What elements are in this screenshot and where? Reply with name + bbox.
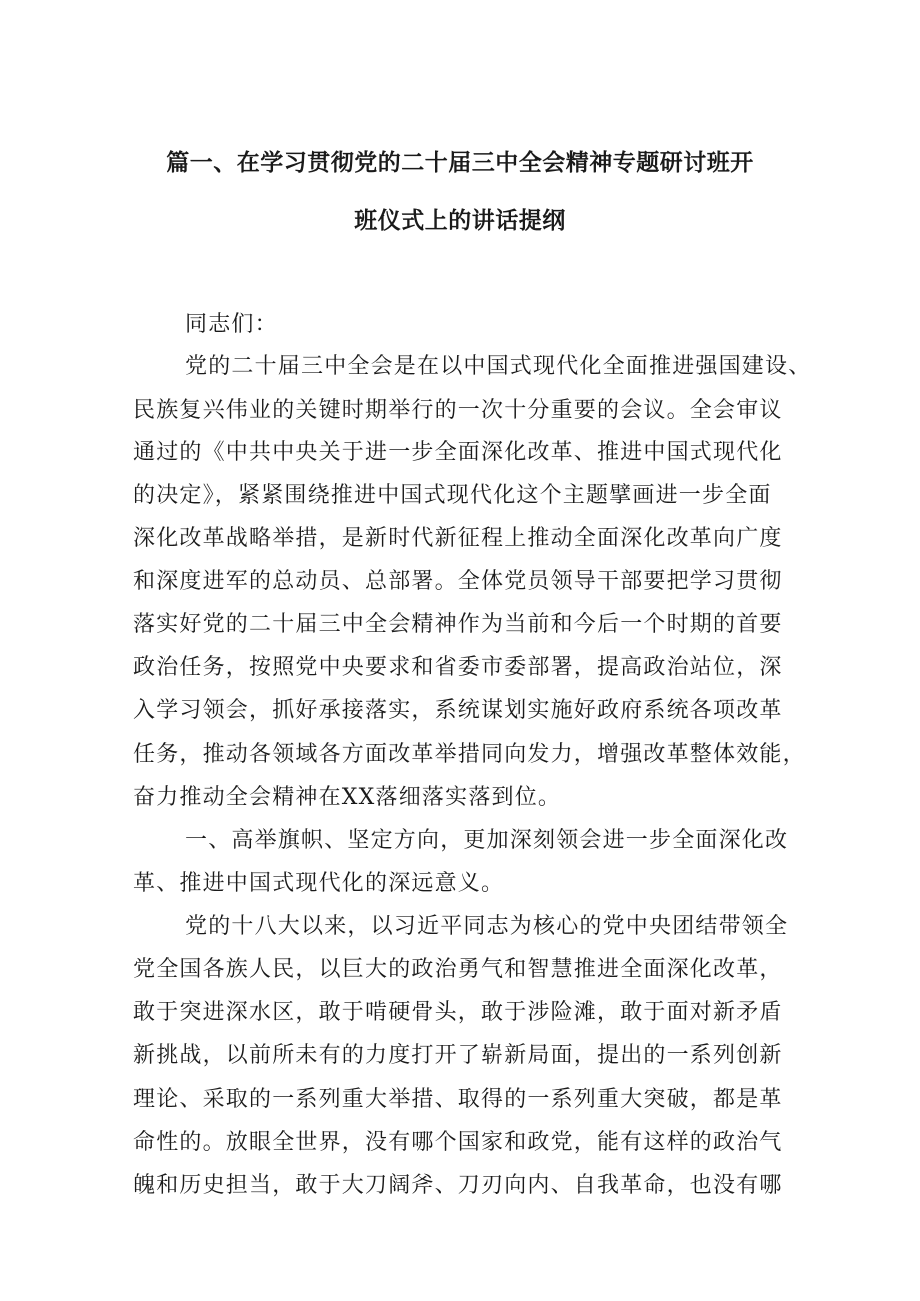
paragraph-line: 和深度进军的总动员、总部署。全体党员领导干部要把学习贯彻 — [133, 569, 783, 594]
document-title-line-2: 班仪式上的讲话提纲 — [354, 208, 566, 234]
paragraph-line: 落实好党的二十届三中全会精神作为当前和今后一个时期的首要 — [133, 612, 783, 637]
paragraph-line: 深化改革战略举措，是新时代新征程上推动全面深化改革向广度 — [133, 526, 783, 551]
paragraph-line: 党全国各族人民，以巨大的政治勇气和智慧推进全面深化改革， — [133, 957, 783, 982]
paragraph-line: 任务，推动各领域各方面改革举措同向发力，增强改革整体效能， — [133, 742, 806, 767]
salutation: 同志们： — [185, 312, 278, 337]
paragraph-line: 民族复兴伟业的关键时期举行的一次十分重要的会议。全会审议 — [133, 398, 783, 423]
paragraph-line: 命性的。放眼全世界，没有哪个国家和政党，能有这样的政治气 — [133, 1130, 783, 1155]
paragraph-line: 理论、采取的一系列重大举措、取得的一系列重大突破，都是革 — [133, 1087, 783, 1112]
paragraph-line: 敢于突进深水区，敢于啃硬骨头，敢于涉险滩，敢于面对新矛盾 — [133, 1000, 783, 1025]
paragraph-line: 奋力推动全会精神在XX落细落实落到位。 — [133, 785, 562, 810]
paragraph-line: 魄和历史担当，敢于大刀阔斧、刀刃向内、自我革命，也没有哪 — [133, 1173, 783, 1198]
paragraph-line: 新挑战，以前所未有的力度打开了崭新局面，提出的一系列创新 — [133, 1043, 783, 1068]
document-title-line-1: 篇一、在学习贯彻党的二十届三中全会精神专题研讨班开 — [166, 150, 754, 176]
paragraph-line: 党的二十届三中全会是在以中国式现代化全面推进强国建设、 — [185, 354, 812, 379]
paragraph-line: 通过的《中共中央关于进一步全面深化改革、推进中国式现代化 — [133, 440, 783, 465]
paragraph-line: 的决定》，紧紧围绕推进中国式现代化这个主题擘画进一步全面 — [133, 483, 772, 508]
paragraph-line: 党的十八大以来，以习近平同志为核心的党中央团结带领全 — [185, 914, 789, 939]
section-heading-line: 一、高举旗帜、坚定方向，更加深刻领会进一步全面深化改 — [185, 828, 789, 853]
paragraph-line: 入学习领会，抓好承接落实，系统谋划实施好政府系统各项改革 — [133, 698, 783, 723]
section-heading-line: 革、推进中国式现代化的深远意义。 — [133, 871, 505, 896]
paragraph-line: 政治任务，按照党中央要求和省委市委部署，提高政治站位，深 — [133, 655, 783, 680]
